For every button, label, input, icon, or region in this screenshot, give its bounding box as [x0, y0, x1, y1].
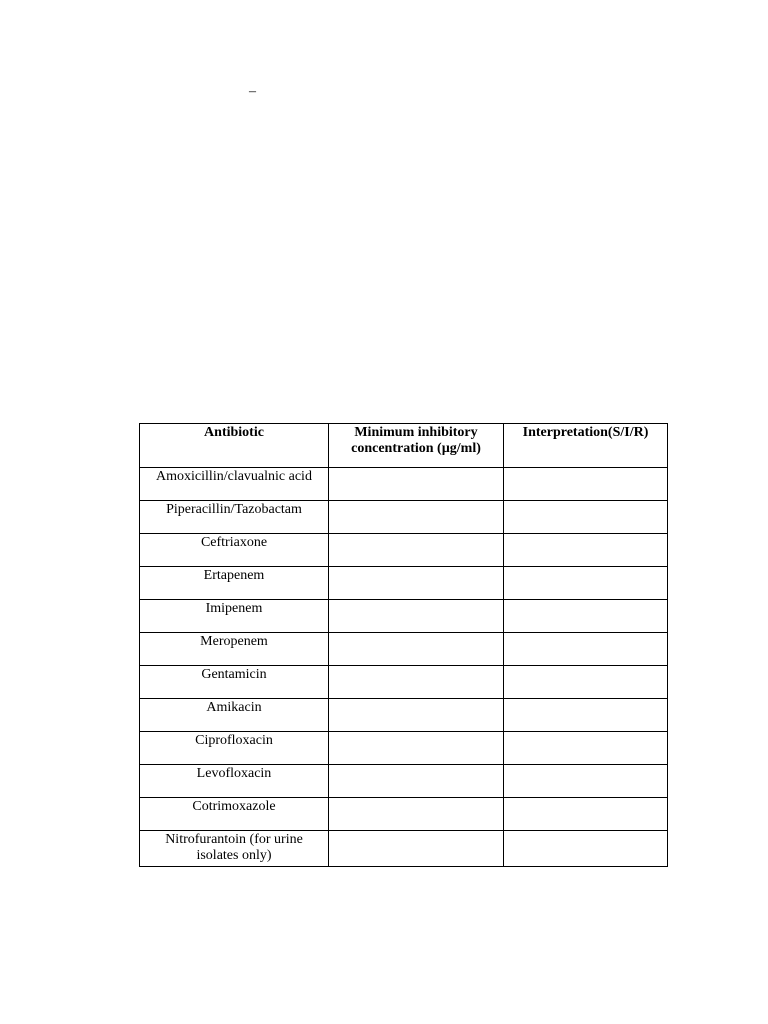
interpretation-cell[interactable]	[504, 600, 668, 633]
table-row	[140, 468, 668, 501]
table-row	[140, 765, 668, 798]
mic-cell[interactable]	[329, 600, 504, 633]
header-antibiotic: Antibiotic	[140, 424, 329, 468]
mic-cell[interactable]	[329, 633, 504, 666]
antibiotic-cell: Ertapenem	[140, 567, 329, 600]
antibiotic-cell: Ceftriaxone	[140, 534, 329, 567]
antibiotic-cell: Amoxicillin/clavualnic acid	[140, 468, 329, 501]
antibiotic-cell: Cotrimoxazole	[140, 798, 329, 831]
interpretation-cell[interactable]	[504, 765, 668, 798]
antibiotic-cell: Amikacin	[140, 699, 329, 732]
table-row	[140, 666, 668, 699]
interpretation-cell[interactable]	[504, 831, 668, 867]
table-row	[140, 798, 668, 831]
interpretation-cell[interactable]	[504, 732, 668, 765]
mic-cell[interactable]	[329, 666, 504, 699]
table-row	[140, 732, 668, 765]
table-row	[140, 534, 668, 567]
table-row	[140, 831, 668, 867]
antibiotic-cell: Meropenem	[140, 633, 329, 666]
mic-cell[interactable]	[329, 732, 504, 765]
antibiotic-cell: Ciprofloxacin	[140, 732, 329, 765]
mic-cell[interactable]	[329, 501, 504, 534]
mic-cell[interactable]	[329, 468, 504, 501]
interpretation-cell[interactable]	[504, 798, 668, 831]
interpretation-cell[interactable]	[504, 534, 668, 567]
table-header-row	[140, 424, 668, 468]
antibiotic-cell: Imipenem	[140, 600, 329, 633]
interpretation-cell[interactable]	[504, 501, 668, 534]
antibiotic-cell: Nitrofurantoin (for urine isolates only)	[140, 831, 329, 867]
table-row	[140, 567, 668, 600]
mic-cell[interactable]	[329, 567, 504, 600]
antibiotic-mic-table	[139, 423, 668, 867]
interpretation-cell[interactable]	[504, 633, 668, 666]
dash-mark: –	[249, 84, 256, 99]
interpretation-cell[interactable]	[504, 666, 668, 699]
mic-cell[interactable]	[329, 534, 504, 567]
table-row	[140, 633, 668, 666]
table-row	[140, 600, 668, 633]
interpretation-cell[interactable]	[504, 468, 668, 501]
header-interpretation: Interpretation(S/I/R)	[504, 424, 668, 468]
mic-cell[interactable]	[329, 699, 504, 732]
antibiotic-cell: Levofloxacin	[140, 765, 329, 798]
mic-cell[interactable]	[329, 798, 504, 831]
antibiotic-cell: Gentamicin	[140, 666, 329, 699]
table-row	[140, 699, 668, 732]
header-mic: Minimum inhibitory concentration (µg/ml)	[329, 424, 504, 468]
table-row	[140, 501, 668, 534]
antibiotic-cell: Piperacillin/Tazobactam	[140, 501, 329, 534]
interpretation-cell[interactable]	[504, 699, 668, 732]
interpretation-cell[interactable]	[504, 567, 668, 600]
mic-cell[interactable]	[329, 765, 504, 798]
mic-cell[interactable]	[329, 831, 504, 867]
